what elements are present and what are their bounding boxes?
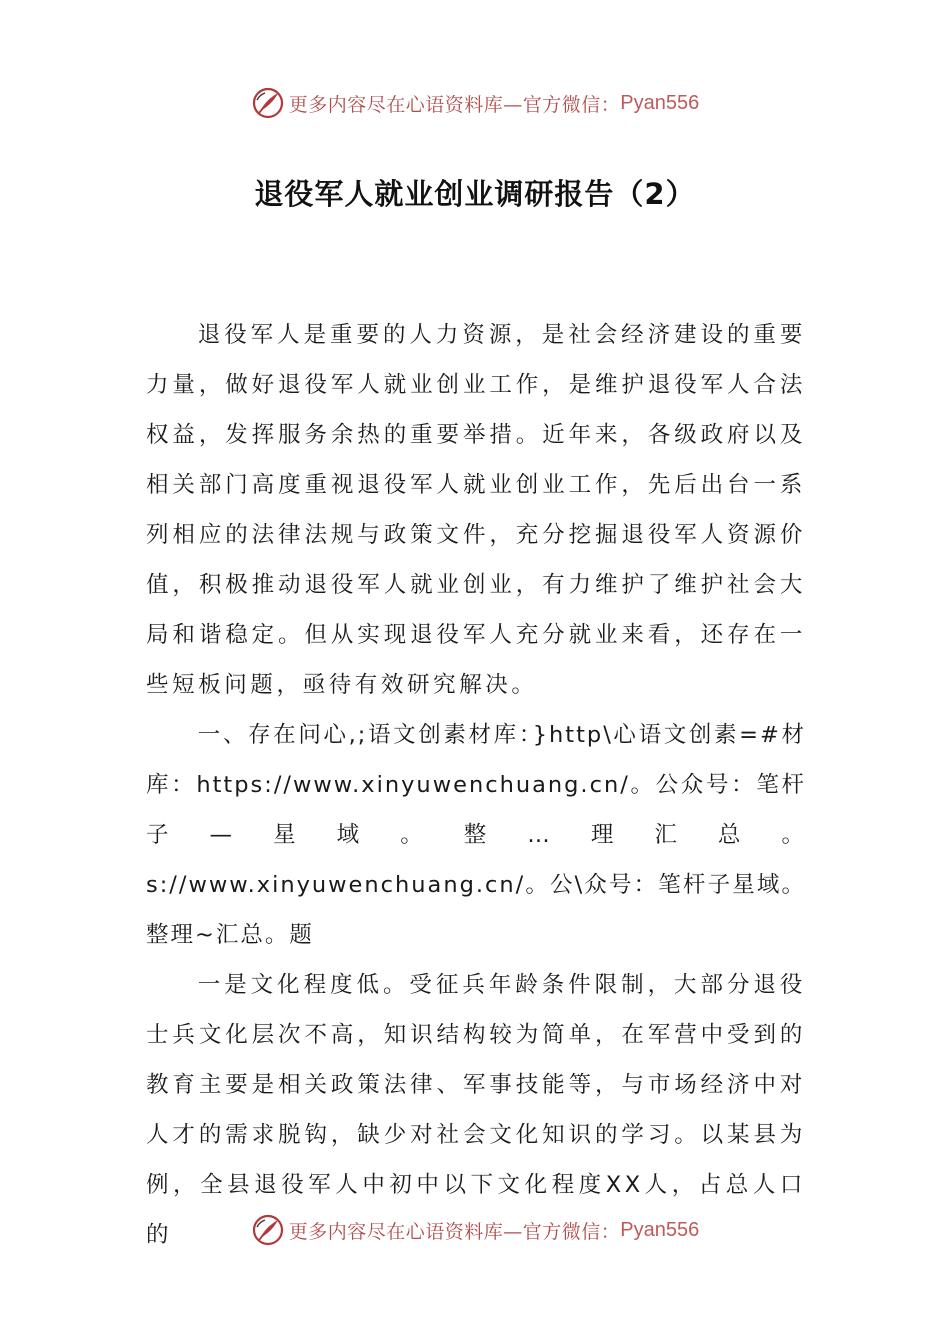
document-body (146, 310, 806, 1260)
quill-pen-logo-icon (251, 1213, 285, 1247)
footer-banner (0, 1210, 950, 1250)
quill-pen-logo-icon (251, 86, 285, 120)
document-title: 退役军人就业创业调研报告（2） (254, 177, 696, 211)
header-banner (0, 83, 950, 123)
paragraph-section-heading: 一、存在问心,;语文创素材库：}http\心语文创素=#材库：https://www.xinyuwenchuang.cn/。公众号：笔杆子—星域。整…理汇总。s://www.xinyuwenchuang.cn/。公\众号：笔杆子星域。整理~汇总。题 (146, 722, 806, 948)
banner-wechat-id: Pyan556 (620, 91, 700, 114)
banner-slogan: 更多内容尽在心语资料库—官方微信： (288, 1220, 621, 1243)
banner-slogan: 更多内容尽在心语资料库—官方微信： (288, 93, 621, 116)
paragraph-intro: 退役军人是重要的人力资源，是社会经济建设的重要力量，做好退役军人就业创业工作，是维护退役军人合法权益，发挥服务余热的重要举措。近年来，各级政府以及相关部门高度重视退役军人就业创业工作，先后出台一系列相应的法律法规与政策文件，充分挖掘退役军人资源价值，积极推动退役军人就业创业，有力维护了维护社会大局和谐稳定。但从实现退役军人充分就业来看，还存在一些短板问题，亟待有效研究解决。 (146, 322, 806, 698)
banner-wechat-id: Pyan556 (620, 1218, 700, 1241)
paragraph-education-level: 一是文化程度低。受征兵年龄条件限制，大部分退役士兵文化层次不高，知识结构较为简单，在军营中受到的教育主要是相关政策法律、军事技能等，与市场经济中对人才的需求脱钩，缺少对社会文化知识的学习。以某县为例，全县退役军人中初中以下文化程度XX人，占总人口的 (146, 972, 806, 1248)
